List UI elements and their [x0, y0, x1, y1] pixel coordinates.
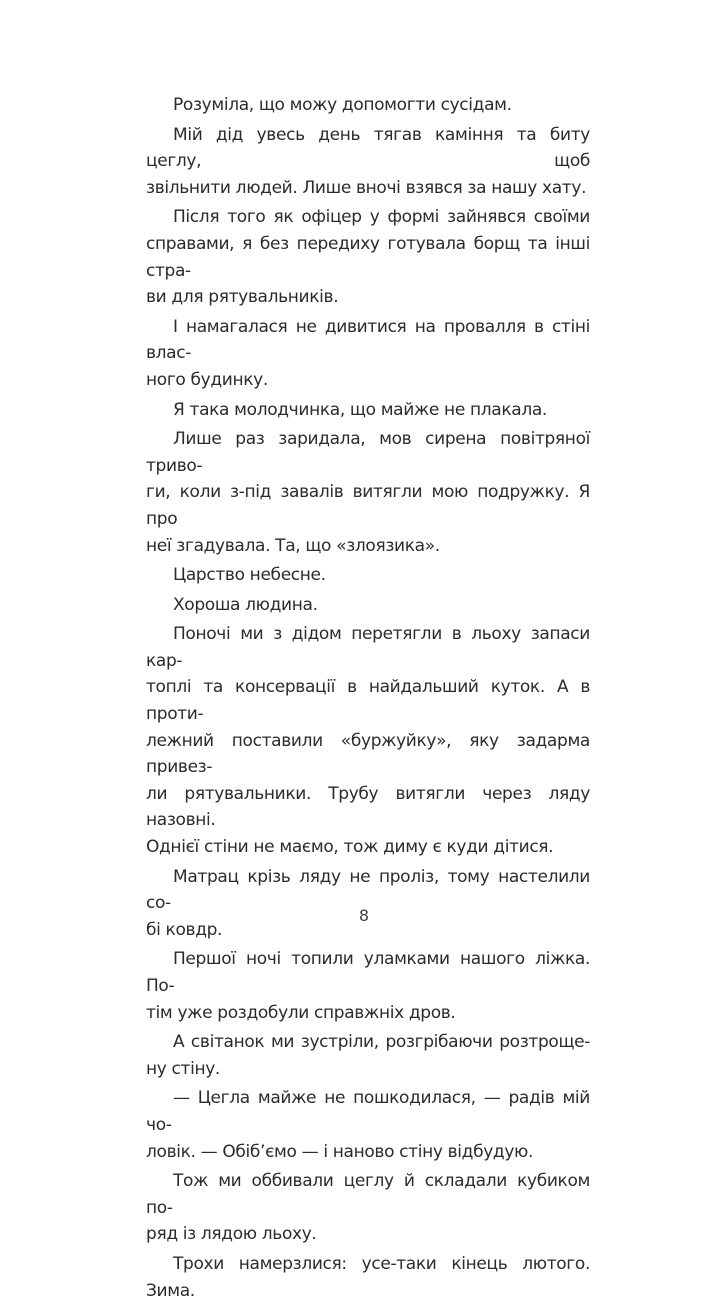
text-line: Тож ми оббивали цеглу й складали кубиком по-: [146, 1171, 590, 1218]
text-line: Матрац крізь ляду не проліз, тому настелили со-: [146, 866, 590, 914]
text-line: Я така молодчинка, що майже не плакала.: [173, 399, 547, 420]
text-line: ловік. — Обіб’ємо — і наново стіну відбудую.: [146, 1141, 534, 1162]
text-line: Однієї стіни не маємо, тож диму є куди дітися.: [146, 837, 554, 858]
text-line: ряд із лядою льоху.: [146, 1224, 317, 1245]
paragraph: [146, 92, 590, 119]
text-line: Після того як офіцер у формі зайнявся своїми: [173, 207, 590, 228]
text-line: ли рятувальники. Трубу витягли через ляду назовні.: [146, 783, 590, 831]
paragraph: [146, 122, 590, 202]
text-line: Царство небесне.: [173, 565, 326, 586]
paragraph: [146, 426, 590, 559]
text-line: справами, я без передиху готувала борщ та інші стра-: [146, 233, 590, 281]
text-line: бі ковдр.: [146, 919, 223, 940]
page-number: 8: [358, 906, 370, 925]
paragraph: [146, 204, 590, 310]
paragraph: [146, 946, 590, 1026]
paragraph: [146, 397, 590, 424]
text-line: ги, коли з-під завалів витягли мою подружку. Я про: [146, 482, 590, 529]
paragraph: [146, 562, 590, 589]
paragraph: [146, 1029, 590, 1082]
text-line: Лише раз заридала, мов сирена повітряної триво-: [146, 429, 590, 476]
text-line: Мій дід увесь день тягав каміння та биту цеглу, щоб: [146, 124, 590, 172]
text-line: ного будинку.: [146, 369, 268, 390]
text-line: топлі та консервації в найдальший куток. А в проти-: [146, 677, 590, 725]
text-line: тім уже роздобули справжніх дров.: [146, 1002, 456, 1023]
text-line: Хороша людина.: [173, 594, 318, 615]
text-line: Трохи намерзлися: усе-таки кінець лютого. Зима.: [146, 1253, 590, 1301]
text-line: лежний поставили «буржуйку», яку задарма привез-: [146, 730, 590, 778]
paragraph: [146, 864, 590, 944]
text-line: звільнити людей. Лише вночі взявся за нашу хату.: [146, 177, 587, 198]
paragraph: [146, 592, 590, 619]
text-line: А світанок ми зустріли, розгрібаючи розтроще-: [173, 1032, 590, 1053]
text-line: Розуміла, що можу допомогти сусідам.: [173, 95, 512, 115]
text-line: ну стіну.: [146, 1058, 220, 1079]
text-line: Першої ночі топили уламками нашого ліжка. По-: [146, 949, 590, 996]
paragraph: [146, 314, 590, 394]
paragraph: [146, 1168, 590, 1248]
paragraph: [146, 1251, 590, 1304]
body-text: [146, 92, 590, 1307]
paragraph: [146, 621, 590, 860]
text-line: — Цегла майже не пошкодилася, — радів мій чо-: [146, 1088, 590, 1135]
text-line: Поночі ми з дідом перетягли в льоху запаси кар-: [146, 624, 590, 671]
text-line: ви для рятувальників.: [146, 287, 339, 308]
text-line: І намагалася не дивитися на провалля в стіні влас-: [146, 316, 590, 364]
text-line: неї згадувала. Та, що «злоязика».: [146, 535, 440, 556]
paragraph: [146, 1085, 590, 1165]
